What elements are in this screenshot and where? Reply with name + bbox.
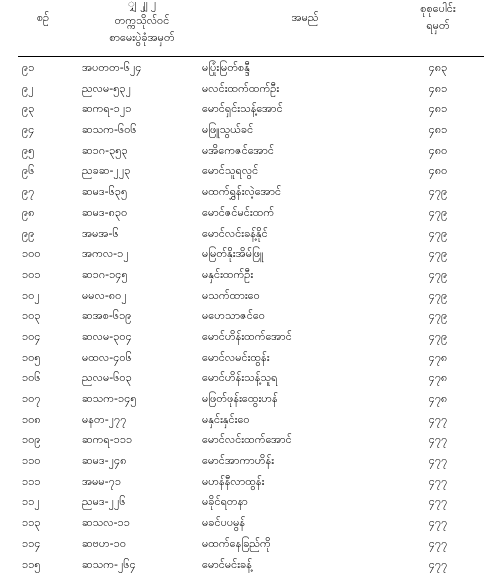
roll-number: ညခဆ-၂၂၃: [82, 164, 131, 178]
column-header-roll-line1: ျှ ၂ျ ၂: [127, 0, 157, 10]
column-header-roll-number: [72, 0, 212, 46]
row-number: ၉၆: [22, 164, 35, 178]
roll-number: ဆမဒ-၈၃၀: [82, 205, 128, 219]
row-number: ၉၈: [22, 205, 35, 219]
roll-number: မထလ-၄၀၆: [82, 350, 132, 364]
total-marks: ၄၈၃: [428, 61, 448, 74]
roll-number: အကလ-၁၂: [82, 247, 129, 261]
table-row: [0, 99, 502, 120]
table-row: [0, 141, 502, 162]
student-name: မဟေသာဇင်ဝေ: [202, 309, 265, 323]
row-number: ၉၉: [22, 226, 35, 240]
table-row: [0, 120, 502, 141]
roll-number: ဆသလ-၁၁: [82, 516, 130, 530]
student-name: မခင်ပပမွန်: [202, 516, 246, 530]
table-row: [0, 286, 502, 307]
total-marks: ၄၈၁: [428, 102, 448, 116]
roll-number: ညလမ-၅၃၂: [82, 81, 131, 95]
row-number: ၁၁၀: [22, 454, 41, 468]
total-marks: ၄၇၉: [428, 267, 448, 281]
roll-number: ဆသက-၁၄၅: [82, 392, 137, 405]
table-row: [0, 492, 502, 513]
student-name: မောင်သူရလွင်: [202, 164, 259, 178]
table-row: [0, 182, 502, 203]
total-marks: ၄၇၈: [428, 392, 448, 405]
row-number: ၁၀၈: [22, 412, 41, 426]
table-row: [0, 306, 502, 327]
column-header-total-line2: ရမှတ်: [426, 19, 450, 32]
row-number: ၁၀၄: [22, 329, 41, 343]
table-header: [0, 0, 502, 58]
total-marks: ၄၇၉: [428, 247, 448, 261]
table-row: [0, 368, 502, 389]
total-marks: ၄၇၉: [428, 329, 448, 343]
roll-number: ဆသက-၂၆၄: [82, 557, 136, 571]
header-divider: [18, 56, 484, 57]
total-marks: ၄၇၇: [428, 474, 448, 488]
row-number: ၉၂: [22, 81, 34, 95]
column-header-roll-line3: စာမေးပွဲခုံအမှတ်: [109, 31, 175, 44]
student-name: မဖြတ်ဖုန်းထွေးဟန်: [202, 392, 278, 405]
roll-number: ဆကရ-၁၂၁: [82, 102, 132, 116]
row-number: ၁၀၃: [22, 309, 41, 323]
total-marks: ၄၇၇: [428, 454, 448, 468]
table-row: [0, 244, 502, 265]
student-name: မဟန်နီလာထွန်း: [202, 474, 265, 488]
student-name: မောင်လင်းခန့်နိုင်: [202, 226, 268, 240]
table-row: [0, 430, 502, 451]
roll-number: ဆမဒ-၆၃၅: [82, 185, 128, 199]
roll-number: ဆဗဟ-၁၀: [82, 536, 127, 550]
row-number: ၁၀၉: [22, 433, 41, 447]
table-row: [0, 58, 502, 79]
student-name: မောင်ရှင်းသန့်အောင်: [202, 102, 283, 116]
row-number: ၁၀၆: [22, 371, 41, 385]
table-body: [0, 58, 502, 575]
roll-number: မနတ-၂၇၇: [82, 412, 127, 426]
row-number: ၁၀၁: [22, 267, 41, 281]
student-name: မောင်လမင်းထွန်း: [202, 350, 270, 364]
student-name: မခိုင်ရတနာ: [202, 495, 248, 509]
total-marks: ၄၇၇: [428, 412, 448, 426]
student-name: မောင်လင်းထက်အောင်: [202, 433, 292, 447]
roll-number: ဆအစ-၆၁၉: [82, 309, 132, 323]
total-marks: ၄၈၀: [428, 143, 448, 157]
student-name: မောင်ဇင်မင်းထက်: [202, 205, 275, 219]
total-marks: ၄၈၀: [428, 164, 448, 178]
table-row: [0, 79, 502, 100]
total-marks: ၄၈၁: [428, 81, 448, 95]
total-marks: ၄၇၇: [428, 516, 448, 530]
roll-number: မမလ-၈၀၂: [82, 288, 127, 302]
table-row: [0, 513, 502, 534]
student-name: မထက်ရွှန်းလဲ့အောင်: [202, 185, 282, 199]
total-marks: ၄၇၉: [428, 309, 448, 323]
total-marks: ၄၇၈: [428, 371, 448, 385]
total-marks: ၄၇၉: [428, 288, 448, 302]
student-name: မောင်ဟိန်းထက်အောင်: [202, 329, 292, 343]
table-row: [0, 451, 502, 472]
row-number: ၉၇: [22, 185, 35, 199]
row-number: ၁၀၂: [22, 288, 40, 302]
roll-number: ဆမဒ-၂၄၈: [82, 454, 127, 468]
row-number: ၁၁၂: [22, 495, 40, 509]
row-number: ၉၄: [22, 123, 35, 137]
table-row: [0, 161, 502, 182]
total-marks: ၄၈၁: [428, 123, 448, 137]
roll-number: ဆကရ-၁၁၁: [82, 433, 133, 447]
table-row: [0, 224, 502, 245]
column-header-total-line1: စုစုပေါင်း: [420, 2, 456, 15]
roll-number: ဆသက-၆၀၆: [82, 123, 137, 137]
student-name: မဖြူသွယ်ခင်: [202, 123, 254, 137]
student-name: မပြုံးမြတ်စန္ဒီ: [202, 61, 250, 74]
student-name: မသက်ထားဝေ: [202, 288, 260, 302]
student-name: မောင်အာကာဟိန်း: [202, 454, 275, 468]
table-row: [0, 534, 502, 555]
roll-number: အပတတ-၆၂၄: [82, 61, 142, 74]
row-number: ၁၁၃: [22, 516, 41, 530]
table-row: [0, 389, 502, 410]
total-marks: ၄၇၇: [428, 557, 448, 571]
table-row: [0, 265, 502, 286]
row-number: ၁၁၁: [22, 474, 41, 488]
student-name: မောင်မင်းခန့်: [202, 557, 252, 571]
roll-number: အမမ-၇၁: [82, 474, 122, 488]
student-name: မထက်နေခြည်ကို: [202, 536, 271, 550]
table-row: [0, 410, 502, 431]
student-name: မမြတ်နိုးအိမ်ဖြူ: [202, 247, 264, 261]
table-row: [0, 348, 502, 369]
row-number: ၁၁၅: [22, 557, 41, 571]
row-number: ၉၃: [22, 102, 35, 116]
column-header-no: စဉ်: [36, 11, 50, 24]
row-number: ၉၁: [22, 61, 35, 74]
total-marks: ၄၇၇: [428, 495, 448, 509]
total-marks: ၄၇၇: [428, 433, 448, 447]
student-name: မနှင်းထက်ဦး: [202, 267, 254, 281]
roll-number: ညလမ-၆၀၃: [82, 371, 132, 385]
table-row: [0, 555, 502, 576]
student-name: မအိကေဇင်အောင်: [202, 143, 275, 157]
total-marks: ၄၇၉: [428, 205, 448, 219]
row-number: ၁၁၄: [22, 536, 41, 550]
row-number: ၁၀၅: [22, 350, 41, 364]
total-marks: ၄၇၉: [428, 185, 448, 199]
column-header-name: အမည်: [291, 11, 319, 24]
total-marks: ၄၇၈: [428, 350, 448, 364]
total-marks: ၄၇၇: [428, 536, 448, 550]
student-name: မလင်းထက်ထက်ဦး: [202, 81, 280, 95]
table-row: [0, 472, 502, 493]
column-header-roll-line2: တက္ကသိုလ်ဝင်: [114, 14, 170, 27]
table-row: [0, 203, 502, 224]
row-number: ၁၀၇: [22, 392, 41, 405]
table-row: [0, 327, 502, 348]
student-name: မနှင်းနှင်းဝေ: [202, 412, 250, 426]
student-name: မောင်ဟိန်းသန့်သူရ: [202, 371, 278, 385]
row-number: ၁၀၀: [22, 247, 41, 261]
row-number: ၉၅: [22, 143, 35, 157]
roll-number: အမအ-၆: [82, 226, 119, 240]
total-marks: ၄၇၉: [428, 226, 448, 240]
roll-number: ညမဒ-၂၂၆: [82, 495, 126, 509]
roll-number: ဆလမ-၃၀၄: [82, 329, 132, 343]
roll-number: ဆ၁ဂ-၁၄၅: [82, 267, 128, 281]
roll-number: ဆ၁ဂ-၃၅၃: [82, 143, 128, 157]
column-header-total-marks: [398, 0, 478, 34]
